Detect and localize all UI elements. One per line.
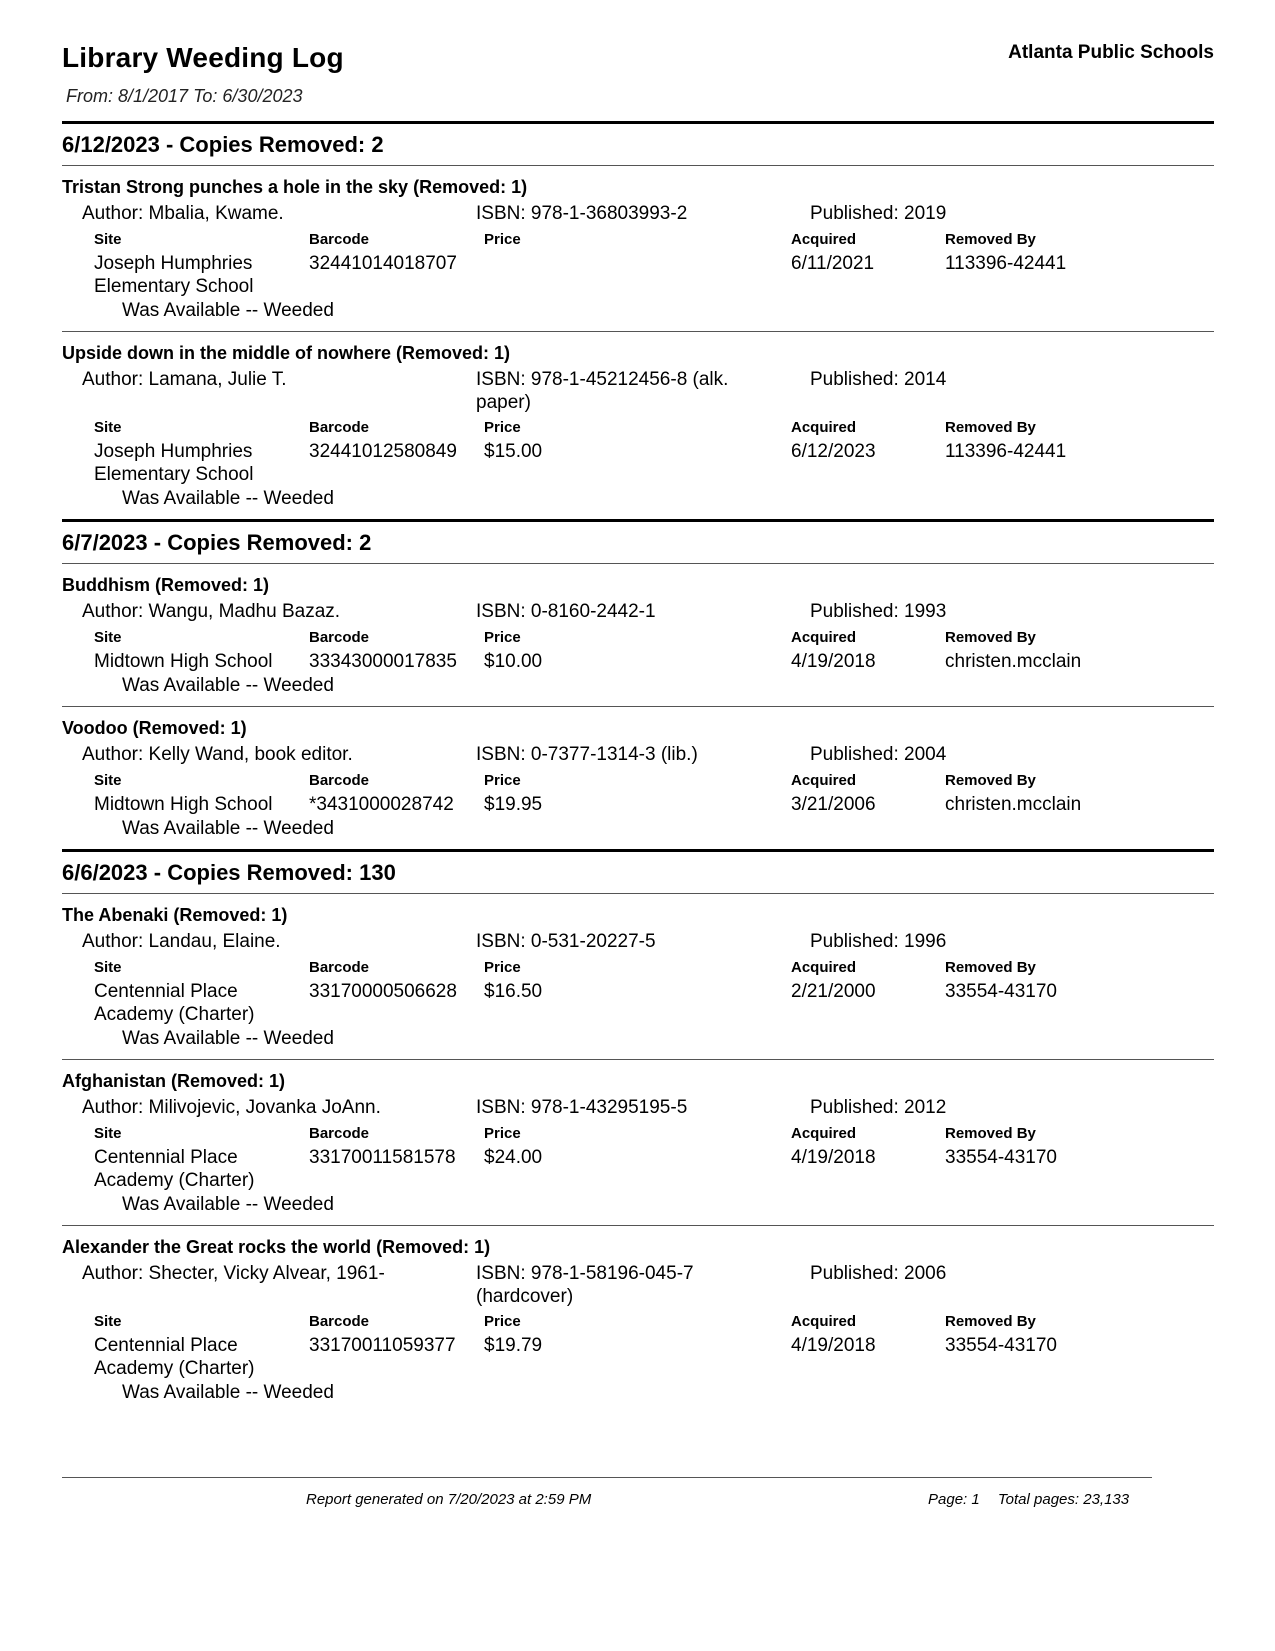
copy-removed-by: christen.mcclain: [945, 651, 1082, 672]
price-column-label: Price: [484, 629, 521, 646]
item-isbn: ISBN: 0-8160-2442-1: [476, 601, 656, 622]
copy-acquired-date: 4/19/2018: [791, 1147, 876, 1168]
item-info-row: [62, 930, 1214, 958]
item-author: Author: Landau, Elaine.: [82, 931, 281, 952]
weeded-item: [62, 894, 1214, 1059]
report-page: [62, 0, 1214, 1651]
item-info-row: [62, 600, 1214, 628]
item-title: Tristan Strong punches a hole in the sky (Removed: 1): [62, 177, 528, 197]
item-author: Author: Milivojevic, Jovanka JoAnn.: [82, 1097, 381, 1118]
price-column-label: Price: [484, 231, 521, 248]
page-number: Page: 1: [928, 1491, 980, 1508]
copy-removed-by: 33554-43170: [945, 981, 1057, 1002]
removed-by-column-label: Removed By: [945, 629, 1036, 646]
barcode-column-label: Barcode: [309, 419, 370, 436]
date-group: [62, 121, 1214, 519]
copy-price: $10.00: [484, 651, 543, 672]
copy-barcode: 32441014018707: [309, 253, 457, 274]
date-range: From: 8/1/2017 To: 6/30/2023: [66, 86, 303, 106]
copy-site: Midtown High School: [94, 794, 273, 815]
price-column-label: Price: [484, 959, 521, 976]
report-title: Library Weeding Log: [62, 42, 344, 73]
item-published: Published: 1996: [810, 931, 947, 952]
item-author: Author: Lamana, Julie T.: [82, 369, 287, 390]
item-published: Published: 2012: [810, 1097, 947, 1118]
date-group-heading: 6/12/2023 - Copies Removed: 2: [62, 124, 1214, 166]
item-title: Alexander the Great rocks the world (Removed: 1): [62, 1237, 491, 1257]
copy-site: Centennial Place Academy (Charter): [94, 1335, 255, 1379]
copy-column-headers: [62, 418, 1214, 440]
removed-by-column-label: Removed By: [945, 1313, 1036, 1330]
copy-column-headers: [62, 1124, 1214, 1146]
copy-status: Was Available -- Weeded: [122, 300, 334, 321]
barcode-column-label: Barcode: [309, 1125, 370, 1142]
copy-site: Centennial Place Academy (Charter): [94, 981, 255, 1025]
item-author: Author: Kelly Wand, book editor.: [82, 744, 353, 765]
copy-row: [62, 650, 1214, 674]
price-column-label: Price: [484, 772, 521, 789]
site-column-label: Site: [94, 231, 122, 248]
acquired-column-label: Acquired: [791, 959, 857, 976]
copy-row: [62, 1146, 1214, 1193]
date-group: [62, 849, 1214, 1413]
item-info-row: [62, 743, 1214, 771]
report-generated-text: Report generated on 7/20/2023 at 2:59 PM: [306, 1491, 592, 1508]
copy-column-headers: [62, 230, 1214, 252]
weeded-item: [62, 1225, 1214, 1413]
copy-site: Midtown High School: [94, 651, 273, 672]
item-info-row: [62, 368, 1214, 418]
copy-price: $16.50: [484, 981, 543, 1002]
acquired-column-label: Acquired: [791, 1313, 857, 1330]
copy-price: $15.00: [484, 441, 543, 462]
barcode-column-label: Barcode: [309, 629, 370, 646]
acquired-column-label: Acquired: [791, 419, 857, 436]
date-group-heading: 6/7/2023 - Copies Removed: 2: [62, 522, 1214, 564]
copy-row: [62, 1334, 1214, 1381]
copy-price: $19.79: [484, 1335, 543, 1356]
copy-row: [62, 980, 1214, 1027]
copy-site: Joseph Humphries Elementary School: [94, 441, 254, 485]
site-column-label: Site: [94, 419, 122, 436]
price-column-label: Price: [484, 419, 521, 436]
item-published: Published: 1993: [810, 601, 947, 622]
pagination: [928, 1491, 1143, 1508]
copy-acquired-date: 2/21/2000: [791, 981, 876, 1002]
removed-by-column-label: Removed By: [945, 231, 1036, 248]
copy-removed-by: christen.mcclain: [945, 794, 1082, 815]
copy-column-headers: [62, 958, 1214, 980]
copy-row: [62, 440, 1214, 487]
site-column-label: Site: [94, 959, 122, 976]
copy-removed-by: 33554-43170: [945, 1147, 1057, 1168]
date-group-heading: 6/6/2023 - Copies Removed: 130: [62, 852, 1214, 894]
removed-by-column-label: Removed By: [945, 1125, 1036, 1142]
price-column-label: Price: [484, 1313, 521, 1330]
removed-by-column-label: Removed By: [945, 419, 1036, 436]
total-pages: Total pages: 23,133: [997, 1491, 1130, 1508]
copy-price: $24.00: [484, 1147, 543, 1168]
copy-column-headers: [62, 1312, 1214, 1334]
copy-status: Was Available -- Weeded: [122, 1194, 334, 1215]
barcode-column-label: Barcode: [309, 772, 370, 789]
barcode-column-label: Barcode: [309, 1313, 370, 1330]
item-author: Author: Mbalia, Kwame.: [82, 203, 284, 224]
acquired-column-label: Acquired: [791, 231, 857, 248]
item-isbn: ISBN: 978-1-36803993-2: [476, 203, 688, 224]
item-isbn: ISBN: 978-1-45212456-8 (alk. paper): [476, 369, 729, 413]
weeded-item: [62, 564, 1214, 706]
site-column-label: Site: [94, 1313, 122, 1330]
copy-barcode: 33170011059377: [309, 1335, 456, 1356]
copy-acquired-date: 3/21/2006: [791, 794, 876, 815]
date-group: [62, 519, 1214, 849]
item-info-row: [62, 1262, 1214, 1312]
item-author: Author: Wangu, Madhu Bazaz.: [82, 601, 341, 622]
copy-status: Was Available -- Weeded: [122, 1382, 334, 1403]
item-isbn: ISBN: 978-1-43295195-5: [476, 1097, 688, 1118]
acquired-column-label: Acquired: [791, 629, 857, 646]
weeded-item: [62, 706, 1214, 849]
removed-by-column-label: Removed By: [945, 959, 1036, 976]
item-info-row: [62, 1096, 1214, 1124]
acquired-column-label: Acquired: [791, 772, 857, 789]
copy-site: Joseph Humphries Elementary School: [94, 253, 254, 297]
copy-removed-by: 113396-42441: [945, 253, 1067, 274]
copy-price: $19.95: [484, 794, 543, 815]
copy-barcode: 33170011581578: [309, 1147, 456, 1168]
item-title: Afghanistan (Removed: 1): [62, 1071, 286, 1091]
organization-name: Atlanta Public Schools: [1008, 42, 1214, 63]
weeded-item: [62, 166, 1214, 331]
copy-status: Was Available -- Weeded: [122, 488, 334, 509]
price-column-label: Price: [484, 1125, 521, 1142]
item-published: Published: 2014: [810, 369, 947, 390]
item-title: Upside down in the middle of nowhere (Removed: 1): [62, 343, 511, 363]
copy-acquired-date: 4/19/2018: [791, 651, 876, 672]
item-isbn: ISBN: 978-1-58196-045-7 (hardcover): [476, 1263, 694, 1307]
copy-status: Was Available -- Weeded: [122, 818, 334, 839]
copy-acquired-date: 6/12/2023: [791, 441, 876, 462]
footer-divider: [62, 1477, 1152, 1478]
item-title: Voodoo (Removed: 1): [62, 718, 247, 738]
copy-barcode: *3431000028742: [309, 794, 454, 815]
barcode-column-label: Barcode: [309, 959, 370, 976]
copy-status: Was Available -- Weeded: [122, 675, 334, 696]
copy-column-headers: [62, 628, 1214, 650]
copy-acquired-date: 6/11/2021: [791, 253, 875, 274]
copy-barcode: 33343000017835: [309, 651, 457, 672]
copy-removed-by: 113396-42441: [945, 441, 1067, 462]
copy-row: [62, 252, 1214, 299]
site-column-label: Site: [94, 1125, 122, 1142]
copy-column-headers: [62, 771, 1214, 793]
copy-barcode: 32441012580849: [309, 441, 457, 462]
acquired-column-label: Acquired: [791, 1125, 857, 1142]
copy-status: Was Available -- Weeded: [122, 1028, 334, 1049]
site-column-label: Site: [94, 629, 122, 646]
item-author: Author: Shecter, Vicky Alvear, 1961-: [82, 1263, 385, 1284]
weeding-log-list: [62, 121, 1214, 1413]
item-info-row: [62, 202, 1214, 230]
weeded-item: [62, 1059, 1214, 1225]
item-title: Buddhism (Removed: 1): [62, 575, 270, 595]
item-isbn: ISBN: 0-7377-1314-3 (lib.): [476, 744, 698, 765]
copy-barcode: 33170000506628: [309, 981, 457, 1002]
copy-row: [62, 793, 1214, 817]
item-published: Published: 2006: [810, 1263, 947, 1284]
copy-acquired-date: 4/19/2018: [791, 1335, 876, 1356]
barcode-column-label: Barcode: [309, 231, 370, 248]
item-published: Published: 2004: [810, 744, 947, 765]
item-isbn: ISBN: 0-531-20227-5: [476, 931, 656, 952]
copy-site: Centennial Place Academy (Charter): [94, 1147, 255, 1191]
item-title: The Abenaki (Removed: 1): [62, 905, 288, 925]
copy-removed-by: 33554-43170: [945, 1335, 1057, 1356]
site-column-label: Site: [94, 772, 122, 789]
item-published: Published: 2019: [810, 203, 947, 224]
weeded-item: [62, 331, 1214, 519]
removed-by-column-label: Removed By: [945, 772, 1036, 789]
